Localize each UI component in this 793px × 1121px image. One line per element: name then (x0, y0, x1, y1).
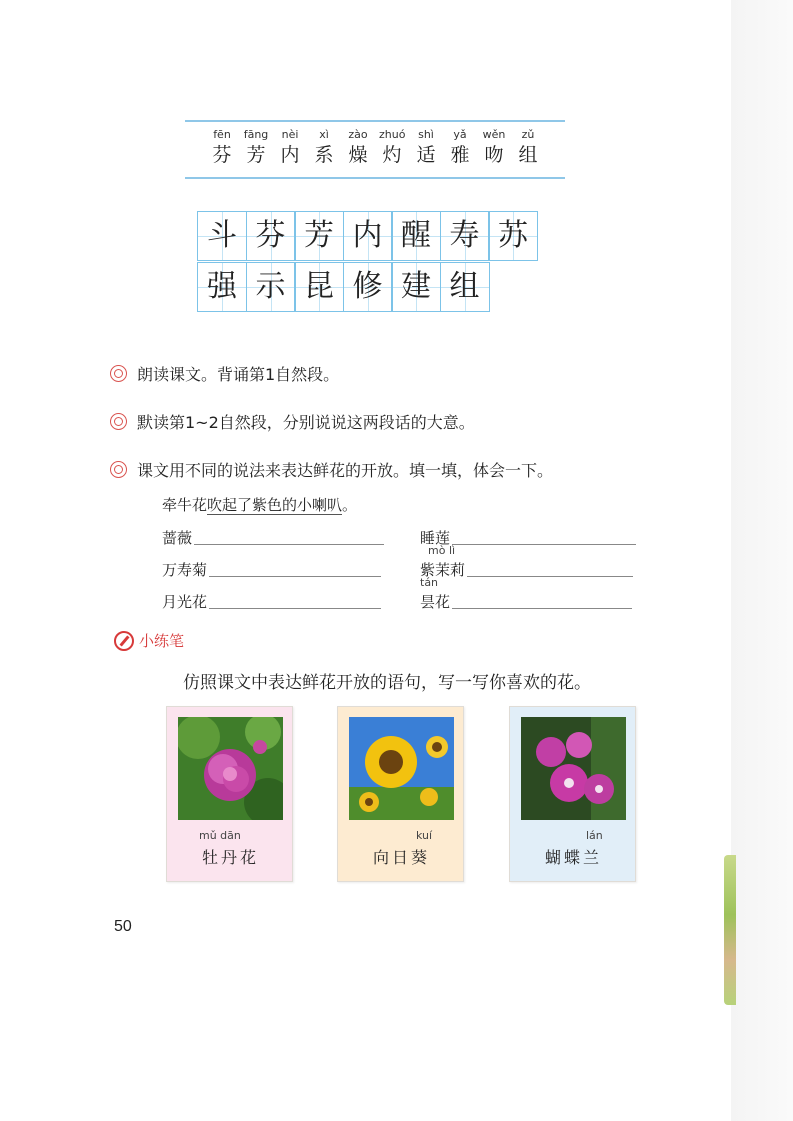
fill-label: 睡莲 (420, 529, 451, 547)
vocab-char: 燥 (348, 144, 368, 166)
writing-grid-row-1 (197, 211, 537, 261)
vocab-item (209, 122, 235, 177)
vocab-char: 系 (314, 144, 334, 166)
card-flower-name: 牡丹花 (201, 848, 259, 867)
question-2 (110, 410, 475, 433)
fill-label: 月光花 (162, 593, 208, 611)
vocab-item (277, 122, 303, 177)
flower-card-orchid (509, 706, 636, 882)
grid-cell: 寿 (440, 211, 490, 261)
grid-cell: 昆 (294, 262, 344, 312)
vocab-pinyin: fēn (213, 128, 231, 141)
question-3 (110, 458, 553, 481)
example-end: 。 (342, 496, 358, 514)
vocab-pinyin: zhuó (379, 128, 406, 141)
card-pinyin: lán (586, 829, 603, 842)
page-number: 50 (114, 918, 132, 935)
fill-item (162, 527, 384, 548)
orchid-photo (521, 717, 626, 820)
vocab-item (243, 122, 269, 177)
question-text: 默读第1~2自然段，分别说说这两段话的大意。 (137, 413, 475, 432)
vocab-char: 内 (280, 144, 300, 166)
writing-grid-row-2 (197, 262, 488, 312)
question-bullet-icon (110, 413, 127, 430)
vocab-item (447, 122, 473, 177)
vocab-pinyin: zào (348, 128, 368, 141)
fill-item (420, 544, 633, 580)
grid-cell: 建 (391, 262, 441, 312)
question-1 (110, 362, 339, 385)
vocab-char: 芬 (212, 144, 232, 166)
fill-label: mò lì 紫茉莉 (420, 544, 466, 579)
fill-blank-line[interactable] (194, 543, 384, 545)
grid-cell: 示 (246, 262, 296, 312)
grid-cell: 芳 (294, 211, 344, 261)
fill-blank-line[interactable] (452, 607, 632, 609)
flower-card-sunflower (337, 706, 464, 882)
question-text: 朗读课文。背诵第1自然段。 (137, 365, 340, 384)
fill-item (420, 576, 632, 612)
vocab-pinyin: fāng (243, 128, 269, 141)
page-edge-strip (731, 0, 793, 1121)
grid-cell: 修 (343, 262, 393, 312)
fill-blank-line[interactable] (209, 607, 381, 609)
vocab-char: 组 (518, 144, 538, 166)
fill-blank-line[interactable] (467, 575, 633, 577)
fill-label: 蔷薇 (162, 529, 193, 547)
card-pinyin: kuí (416, 829, 433, 842)
vocab-pinyin-strip (185, 120, 565, 179)
example-sentence (162, 494, 357, 515)
fill-item (162, 559, 381, 580)
page-edge-plant-image (724, 855, 736, 1005)
fill-blank-line[interactable] (452, 543, 636, 545)
grid-cell: 内 (343, 211, 393, 261)
fill-blank-line[interactable] (209, 575, 381, 577)
fill-label: 万寿菊 (162, 561, 208, 579)
vocab-pinyin: xì (319, 128, 329, 141)
example-underlined: 吹起了紫色的小喇叭 (207, 496, 343, 514)
vocab-item (311, 122, 337, 177)
question-bullet-icon (110, 461, 127, 478)
vocab-pinyin: zǔ (521, 128, 535, 141)
card-flower-name: 向日葵 (372, 848, 430, 867)
sunflower-photo (349, 717, 454, 820)
card-pinyin: mǔ dān (199, 829, 241, 842)
practice-heading (114, 630, 184, 651)
vocab-char: 灼 (382, 144, 402, 166)
vocab-pinyin: nèi (281, 128, 299, 141)
vocab-pinyin: shì (418, 128, 434, 141)
vocab-char: 芳 (246, 144, 266, 166)
vocab-pinyin: yǎ (453, 128, 467, 141)
grid-cell: 组 (440, 262, 490, 312)
vocab-item (379, 122, 405, 177)
grid-cell: 斗 (197, 211, 247, 261)
practice-instruction: 仿照课文中表达鲜花开放的语句，写一写你喜欢的花。 (183, 673, 591, 693)
grid-cell: 醒 (391, 211, 441, 261)
fill-label: tán 昙花 (420, 576, 451, 611)
pen-icon (114, 631, 134, 651)
practice-heading-text: 小练笔 (139, 632, 185, 650)
fill-ruby: tán (420, 576, 439, 589)
flower-card-peony (166, 706, 293, 882)
question-bullet-icon (110, 365, 127, 382)
question-text: 课文用不同的说法来表达鲜花的开放。填一填，体会一下。 (137, 461, 554, 480)
card-flower-name: 蝴蝶兰 (544, 848, 602, 867)
fill-item (162, 591, 381, 612)
peony-photo (178, 717, 283, 820)
vocab-item (481, 122, 507, 177)
vocab-pinyin: wěn (482, 128, 506, 141)
vocab-char: 吻 (484, 144, 504, 166)
vocab-char: 适 (416, 144, 436, 166)
vocab-item (345, 122, 371, 177)
grid-cell: 苏 (488, 211, 538, 261)
example-subject: 牵牛花 (162, 496, 208, 514)
grid-cell: 芬 (246, 211, 296, 261)
grid-cell: 强 (197, 262, 247, 312)
fill-ruby: mò lì (428, 544, 456, 557)
vocab-char: 雅 (450, 144, 470, 166)
vocab-item (413, 122, 439, 177)
vocab-item (515, 122, 541, 177)
